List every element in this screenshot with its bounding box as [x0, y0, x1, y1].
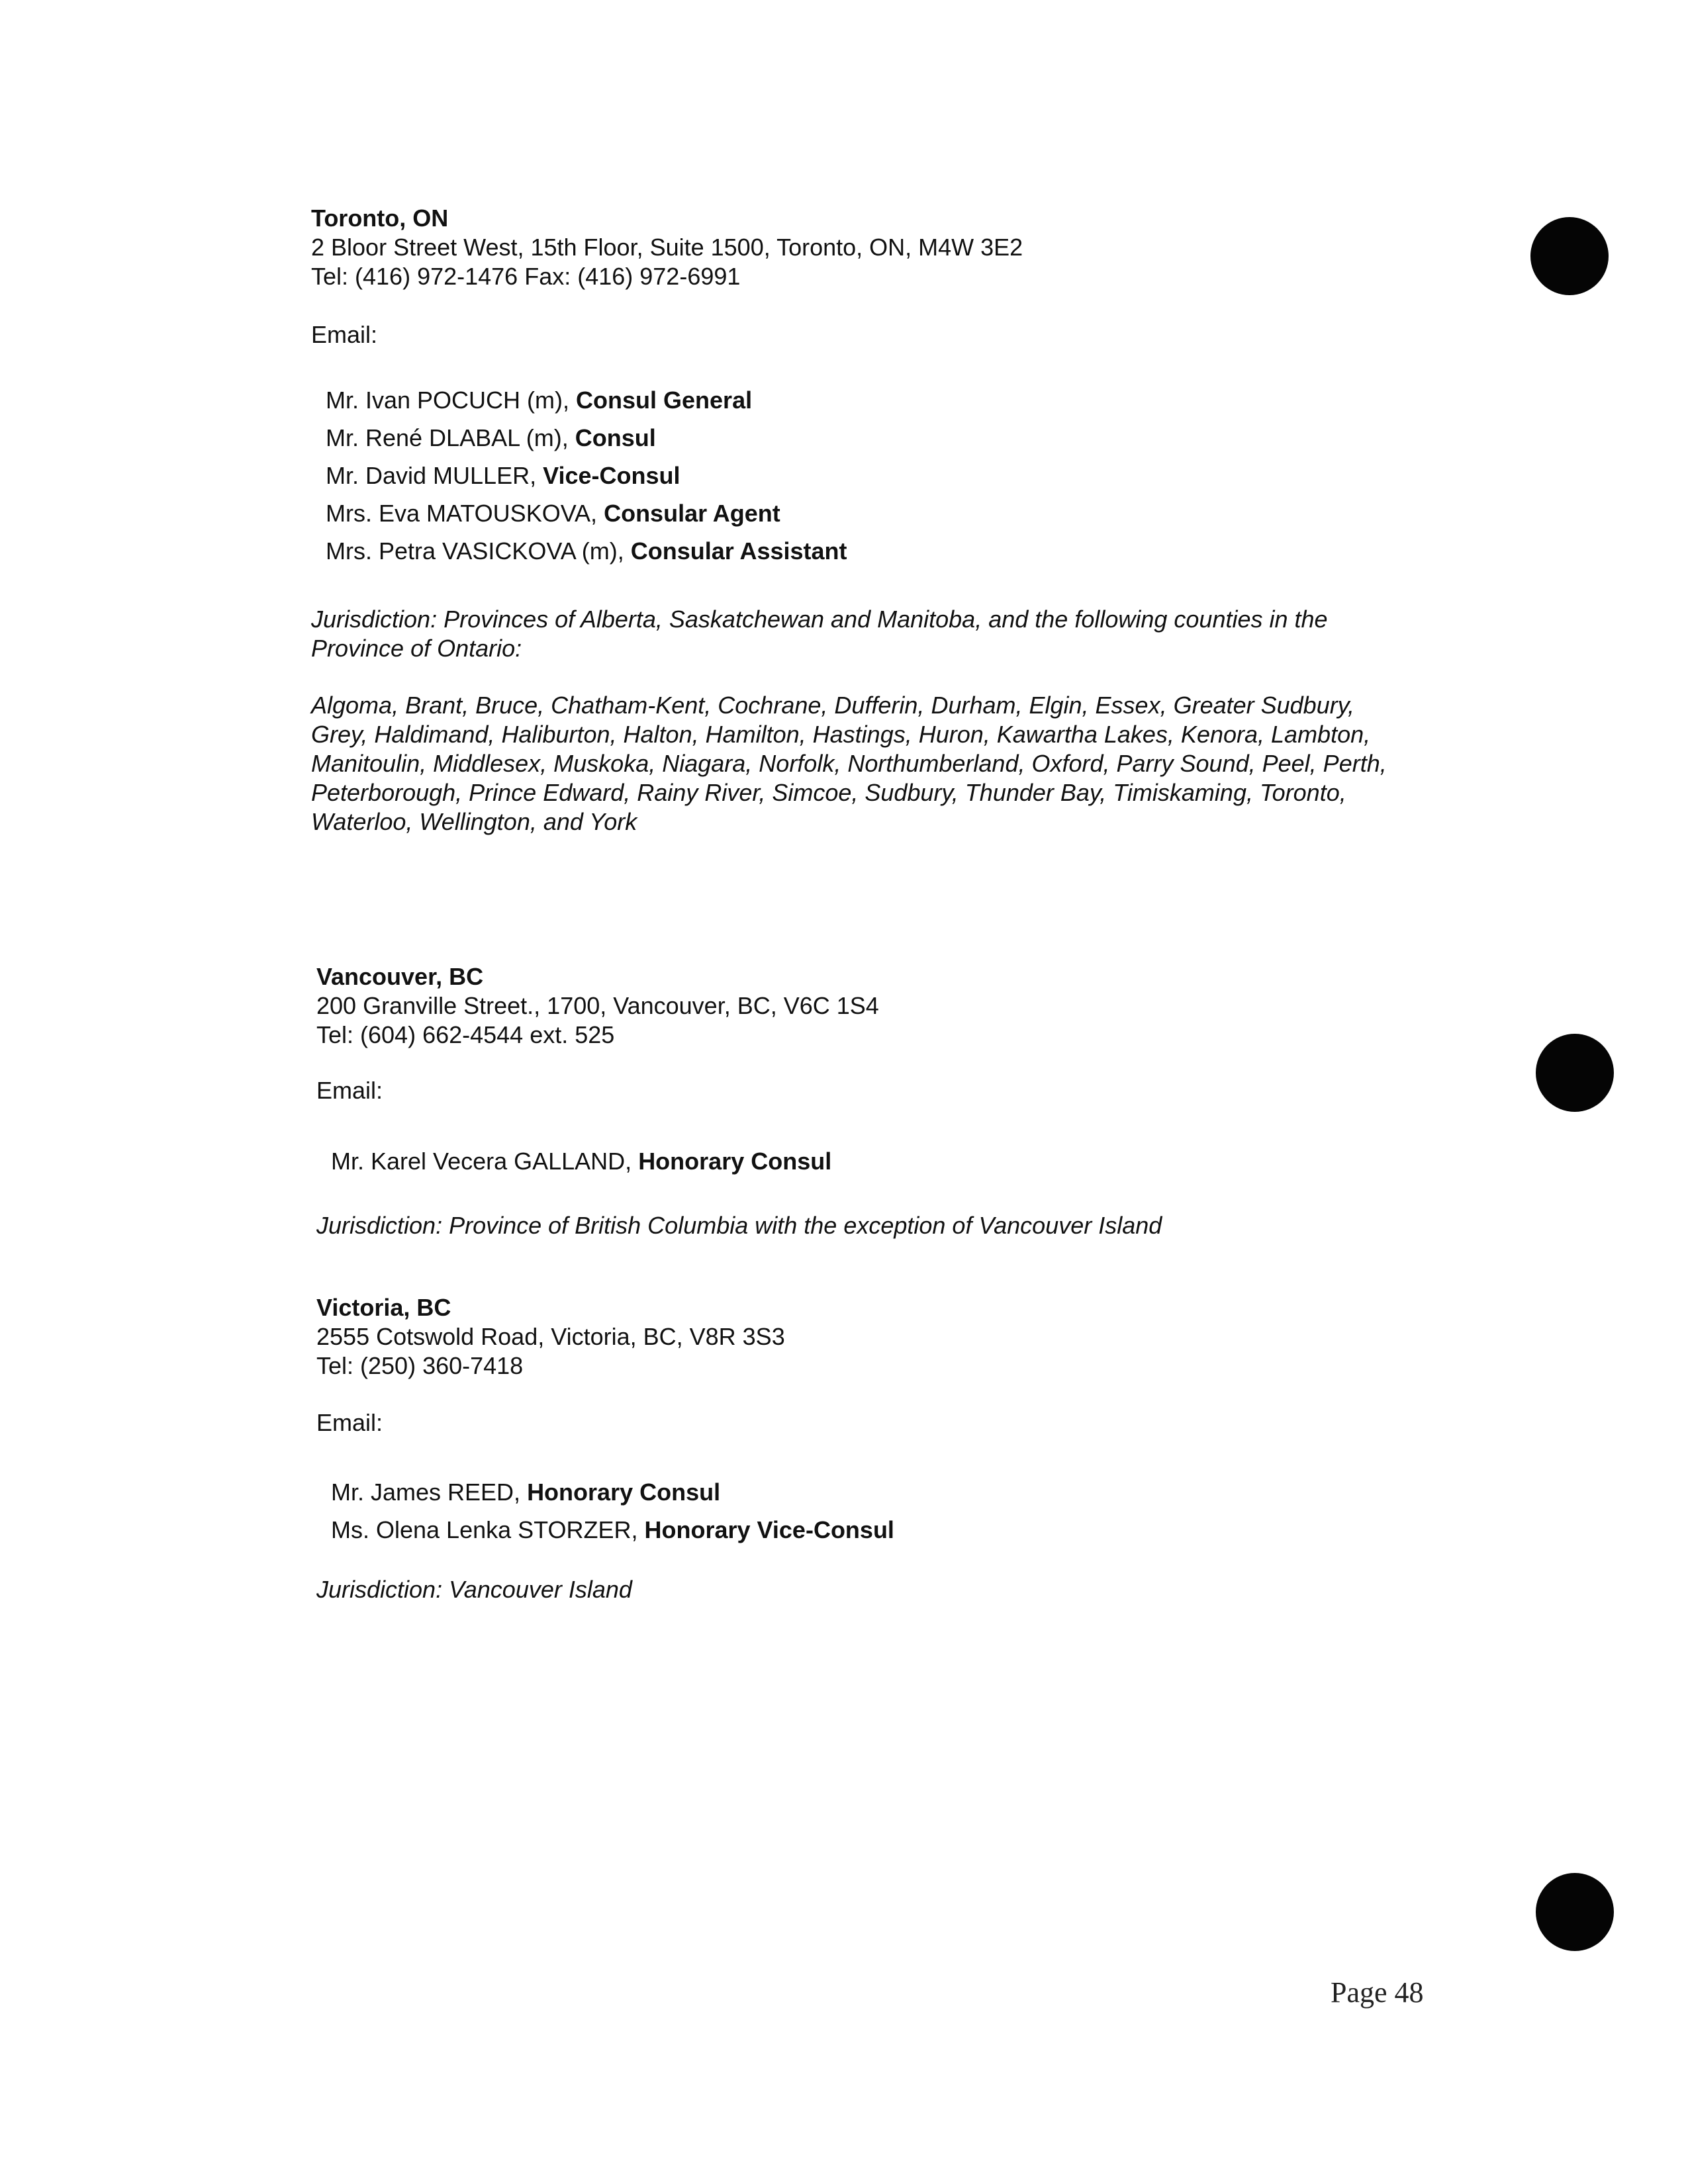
staff-name: Mr. David MULLER, [326, 462, 543, 489]
staff-member [326, 532, 847, 570]
office-vancouver [316, 962, 1442, 1239]
staff-role: Consular Assistant [630, 537, 847, 565]
staff-name: Mrs. Petra VASICKOVA (m), [326, 537, 631, 565]
staff-name: Mr. James REED, [331, 1479, 528, 1506]
staff-name: Mr. René DLABAL (m), [326, 424, 575, 451]
office-jurisdiction: Jurisdiction: Vancouver Island [316, 1576, 632, 1603]
office-email-label: Email: [316, 1077, 383, 1104]
office-toronto [311, 204, 1436, 835]
staff-member [326, 419, 847, 457]
staff-name: Mr. Ivan POCUCH (m), [326, 387, 577, 414]
office-city: Toronto, ON [311, 205, 449, 232]
office-city: Victoria, BC [316, 1294, 451, 1321]
staff-role: Vice-Consul [543, 462, 680, 489]
staff-member [331, 1473, 894, 1511]
office-email-label: Email: [316, 1409, 383, 1436]
staff-member [326, 381, 847, 419]
office-victoria [316, 1293, 1442, 1603]
staff-role: Consular Agent [604, 500, 780, 527]
office-email-label: Email: [311, 321, 378, 348]
staff-name: Mrs. Eva MATOUSKOVA, [326, 500, 604, 527]
staff-member [326, 494, 847, 532]
punch-hole-bottom [1536, 1873, 1614, 1951]
office-phone: Tel: (604) 662-4544 ext. 525 [316, 1021, 615, 1048]
office-address: 200 Granville Street., 1700, Vancouver, BC, V6C 1S4 [316, 992, 879, 1019]
staff-list [326, 381, 847, 570]
office-phone: Tel: (250) 360-7418 [316, 1352, 524, 1379]
staff-role: Consul General [576, 387, 753, 414]
office-jurisdiction: Jurisdiction: Provinces of Alberta, Saskatchewan and Manitoba, and the following counties in the Province of Ontario: [311, 606, 1328, 662]
staff-role: Honorary Consul [638, 1148, 832, 1175]
staff-role: Honorary Vice-Consul [644, 1516, 894, 1543]
office-counties: Algoma, Brant, Bruce, Chatham-Kent, Cochrane, Dufferin, Durham, Elgin, Essex, Greater Sudbury, Grey, Haldimand, Haliburton, Halton, Hamilton, Hastings, Huron, Kawartha Lakes, Kenora, Lambton, Manitoulin, Middlesex, Muskoka, Niagara, Norfolk, Northumberland, Oxford, Parry Sound, Peel, Perth, Peterborough, Prince Edward, Rainy River, Simcoe, Sudbury, Thunder Bay, Timiskaming, Toronto, Waterloo, Wellington, and York [311, 692, 1387, 835]
staff-member [331, 1142, 831, 1180]
staff-member [331, 1511, 894, 1549]
staff-name: Mr. Karel Vecera GALLAND, [331, 1148, 639, 1175]
staff-list [331, 1473, 894, 1549]
office-city: Vancouver, BC [316, 963, 484, 990]
punch-hole-top [1530, 217, 1609, 295]
office-address: 2 Bloor Street West, 15th Floor, Suite 1500, Toronto, ON, M4W 3E2 [311, 234, 1023, 261]
office-address: 2555 Cotswold Road, Victoria, BC, V8R 3S3 [316, 1323, 785, 1350]
staff-member [326, 457, 847, 494]
staff-role: Honorary Consul [527, 1479, 721, 1506]
staff-name: Ms. Olena Lenka STORZER, [331, 1516, 645, 1543]
staff-list [331, 1142, 831, 1180]
page-number: Page 48 [1331, 1976, 1424, 2009]
office-phone: Tel: (416) 972-1476 Fax: (416) 972-6991 [311, 263, 741, 290]
office-jurisdiction: Jurisdiction: Province of British Columbia with the exception of Vancouver Island [316, 1212, 1162, 1239]
punch-hole-middle [1536, 1034, 1614, 1112]
staff-role: Consul [575, 424, 656, 451]
